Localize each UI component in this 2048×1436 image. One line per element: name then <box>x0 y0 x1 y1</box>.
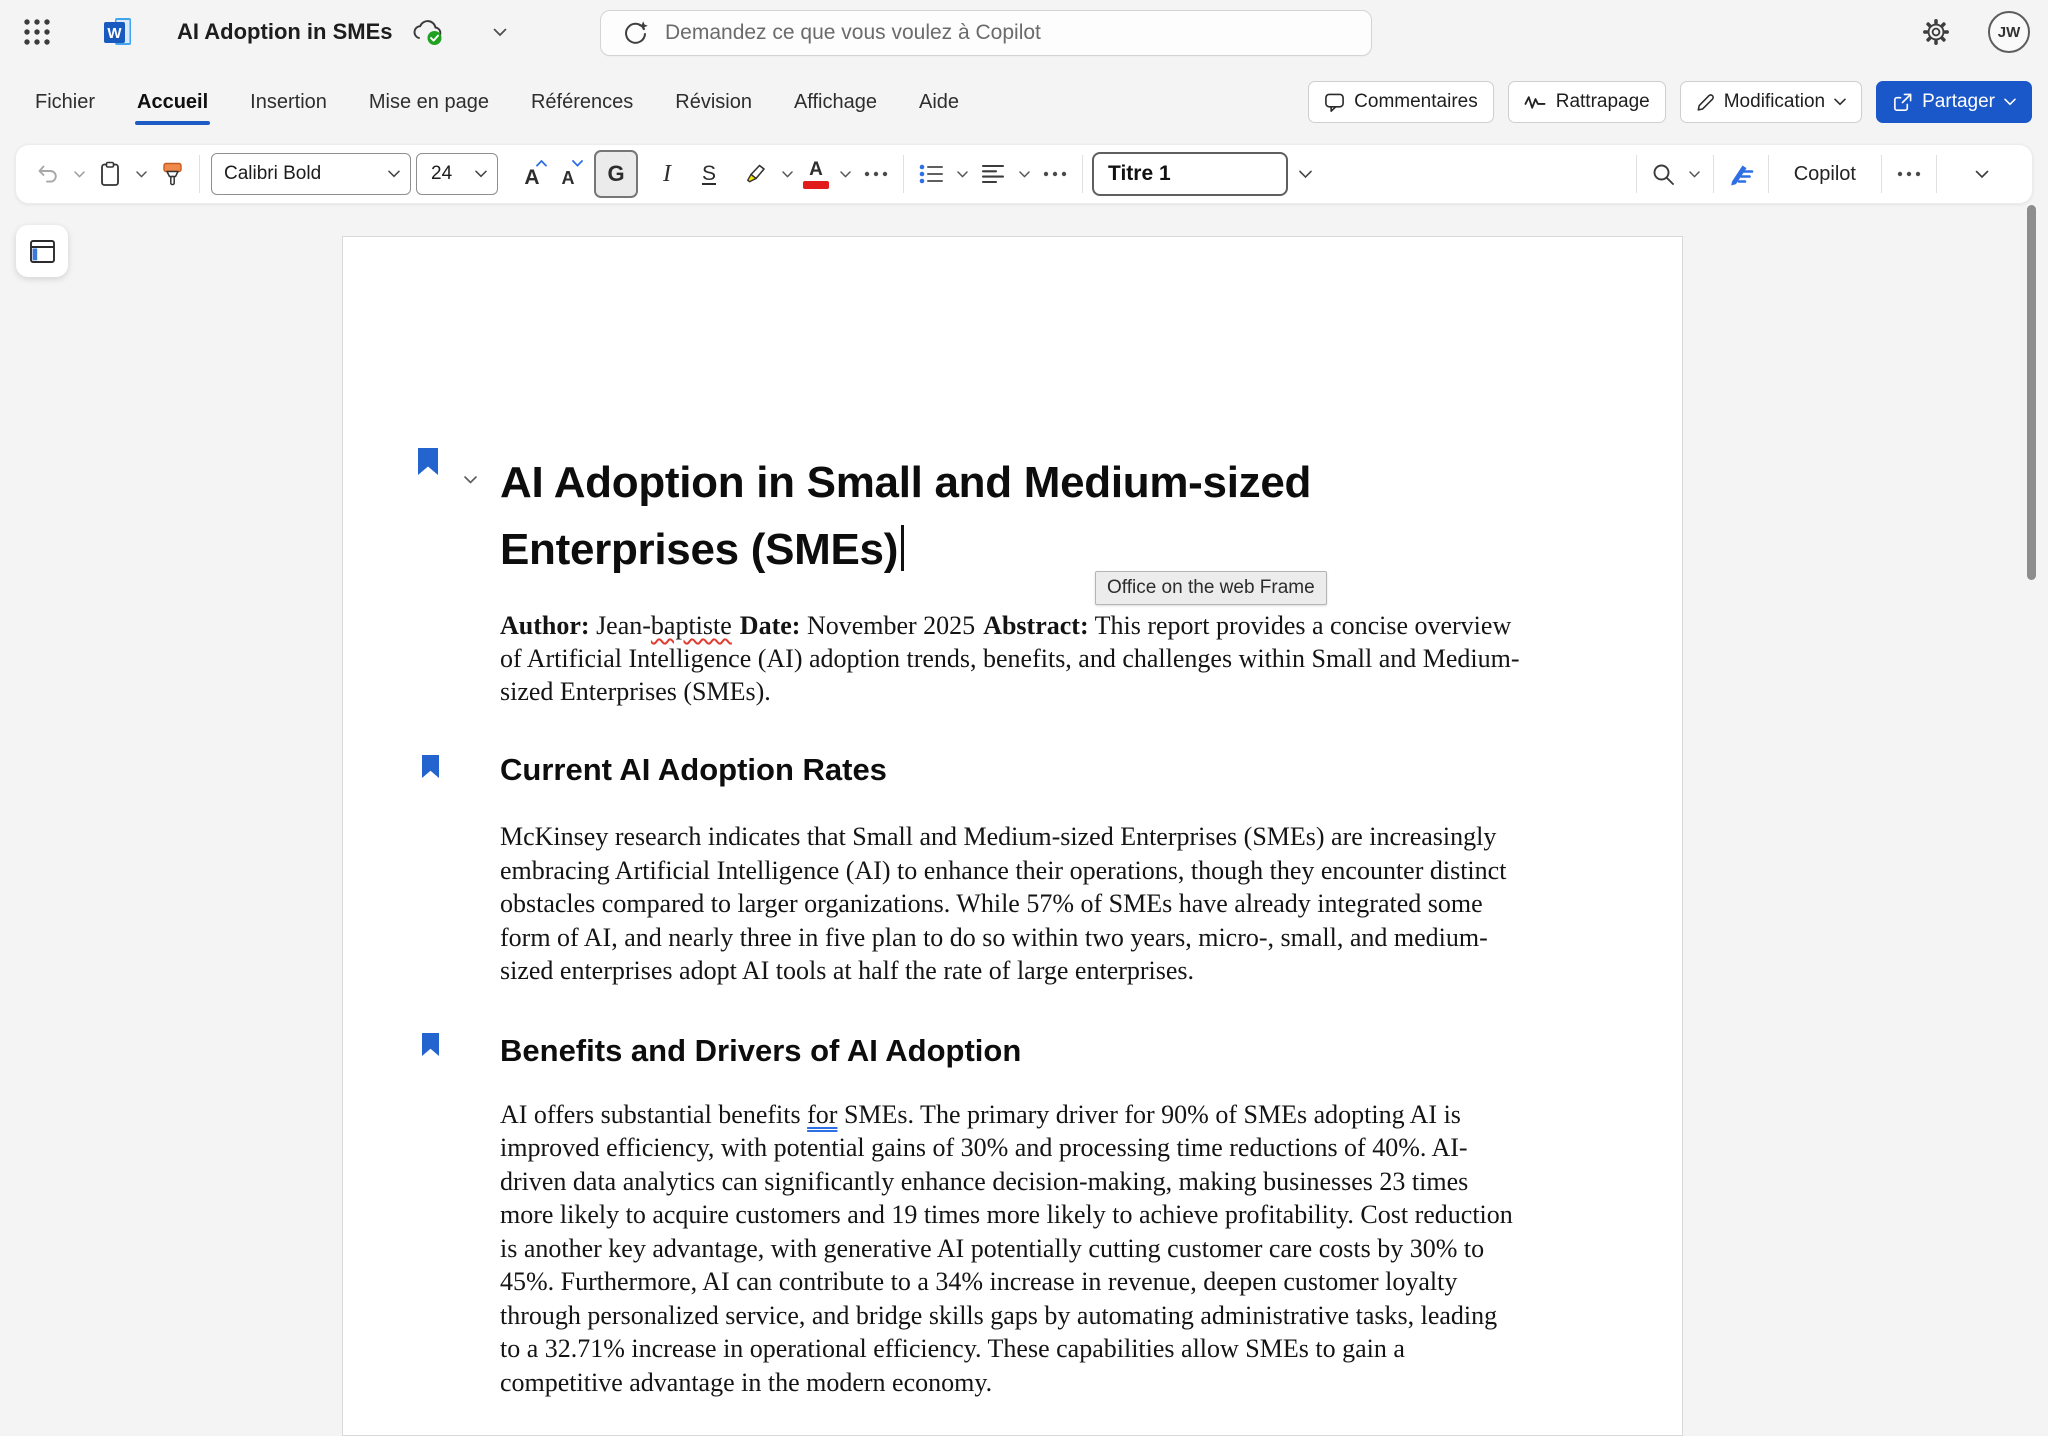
highlight-menu-chevron[interactable] <box>776 153 798 195</box>
menu-actions <box>1308 81 2032 123</box>
doc-paragraph[interactable] <box>500 1098 1521 1400</box>
divider <box>199 155 200 193</box>
app-header <box>0 0 2048 64</box>
italic-label: I <box>663 160 671 187</box>
style-select[interactable] <box>1092 152 1288 196</box>
ribbon-menu-bar <box>0 70 2048 134</box>
copilot-search-bar[interactable] <box>600 10 1372 56</box>
share-button[interactable] <box>1876 81 2032 123</box>
copilot-icon <box>621 19 649 47</box>
chevron-down-icon <box>388 170 400 178</box>
bullet-list-icon <box>918 162 945 186</box>
date-value: November 2025 <box>800 611 976 640</box>
collapse-ribbon-button[interactable] <box>1944 153 2020 195</box>
save-status-icon[interactable] <box>411 17 445 47</box>
find-menu-chevron[interactable] <box>1684 153 1706 195</box>
tab-accueil[interactable]: Accueil <box>116 74 229 130</box>
side-panel-icon <box>29 239 56 264</box>
tab-insertion[interactable]: Insertion <box>250 90 327 113</box>
format-painter-icon <box>160 161 185 187</box>
formatting-toolbar <box>15 144 2033 204</box>
author-label: Author: <box>500 611 590 640</box>
share-label: Partager <box>1922 91 1995 112</box>
editing-mode-label: Modification <box>1723 91 1826 112</box>
header-right <box>1914 0 2048 64</box>
comments-button[interactable] <box>1308 81 1494 123</box>
undo-menu-chevron[interactable] <box>68 153 90 195</box>
waffle-icon <box>22 17 52 47</box>
font-color-swatch <box>803 181 829 189</box>
chevron-down-icon <box>1975 170 1989 179</box>
cloud-saved-icon <box>411 17 445 47</box>
font-size-select[interactable] <box>416 153 498 195</box>
abstract-label: Abstract: <box>983 611 1089 640</box>
paste-button[interactable] <box>90 153 130 195</box>
catch-up-button[interactable] <box>1508 81 1666 123</box>
font-name-value: Calibri Bold <box>224 163 322 184</box>
style-menu-chevron[interactable] <box>1288 153 1322 195</box>
author-misspelled: baptiste <box>650 611 732 640</box>
vertical-scrollbar-thumb[interactable] <box>2027 205 2036 580</box>
chevron-down-icon <box>2004 98 2016 106</box>
format-painter-button[interactable] <box>152 153 192 195</box>
activity-wave-icon <box>1524 93 1547 111</box>
tab-mise-en-page[interactable]: Mise en page <box>368 90 489 113</box>
toolbar-overflow-button[interactable] <box>1889 153 1929 195</box>
italic-button[interactable] <box>646 153 688 195</box>
highlighter-icon <box>743 161 769 187</box>
word-app-icon[interactable] <box>101 15 135 49</box>
heading-bookmark-icon[interactable] <box>422 1033 439 1056</box>
svg-text:W: W <box>107 25 122 42</box>
date-label: Date: <box>739 611 801 640</box>
author-value: Jean- <box>589 611 651 640</box>
bold-button[interactable] <box>594 150 638 198</box>
clipboard-icon <box>98 161 122 187</box>
toolbar-right-cluster <box>1629 153 2020 195</box>
collapse-heading-chevron[interactable] <box>463 475 478 485</box>
align-button[interactable] <box>973 153 1013 195</box>
doc-title-text: AI Adoption in Small and Medium-sized Enterprises (SMEs) <box>500 458 1312 574</box>
bullet-list-menu-chevron[interactable] <box>951 153 973 195</box>
document-title-menu-chevron[interactable] <box>493 28 507 37</box>
heading-bookmark-icon[interactable] <box>418 448 438 475</box>
editor-button[interactable] <box>1721 153 1761 195</box>
divider <box>1082 155 1083 193</box>
tab-references[interactable]: Références <box>530 90 634 113</box>
ellipsis-icon <box>1042 171 1068 177</box>
paragraph-text: AI offers substantial benefits <box>500 1099 808 1129</box>
divider <box>1713 155 1714 193</box>
undo-icon <box>36 162 60 186</box>
tab-fichier[interactable]: Fichier <box>35 90 96 113</box>
grammar-flagged-word: for <box>807 1099 838 1129</box>
paragraph-text: SMEs. The primary driver for 90% of SMEs adopting AI is improved efficiency, with potential gains of 30% and processing time reductions of 40%. AI-driven data analytics can significantly enhance decision-making, making businesses 23 times more likely to acquire customers and 19 times more likely to achieve profitability. Cost reduction is another key advantage, with generative AI potentially cutting customer care costs by 30% to 45%. Furthermore, AI can contribute to a 34% increase in revenue, deepen customer loyalty through personalized service, and bridge skills gaps by automating administrative tasks, leading to a 32.71% increase in operational efficiency. These capabilities allow SMEs to gain a competitive advantage in the modern economy. <box>500 1099 1513 1397</box>
document-canvas[interactable] <box>342 236 1683 1436</box>
document-content[interactable] <box>500 449 1521 1399</box>
paste-menu-chevron[interactable] <box>130 153 152 195</box>
copilot-toolbar-button[interactable]: Copilot <box>1793 162 1856 185</box>
grow-font-button[interactable]: A <box>514 153 550 195</box>
underline-button[interactable] <box>688 153 730 195</box>
catch-up-label: Rattrapage <box>1555 91 1650 112</box>
chevron-down-icon <box>1834 98 1846 106</box>
document-title[interactable]: AI Adoption in SMEs <box>177 19 393 44</box>
gear-icon <box>1922 18 1950 46</box>
shrink-font-button[interactable]: A <box>550 153 586 195</box>
align-menu-chevron[interactable] <box>1013 153 1035 195</box>
chevron-down-icon <box>475 170 487 178</box>
doc-heading-2[interactable]: Benefits and Drivers of AI Adoption <box>500 1032 1022 1068</box>
font-color-menu-chevron[interactable] <box>834 153 856 195</box>
share-icon <box>1892 92 1913 113</box>
editing-mode-button[interactable] <box>1680 81 1862 123</box>
divider <box>1881 155 1882 193</box>
style-value: Titre 1 <box>1108 162 1171 185</box>
ellipsis-icon <box>1896 171 1922 177</box>
divider <box>1936 155 1937 193</box>
align-left-icon <box>980 162 1006 186</box>
ellipsis-icon <box>863 171 889 177</box>
editor-pen-icon <box>1727 161 1755 187</box>
abstract-value: This report provides a concise overview of Artificial Intelligence (AI) adoption trends, benefits, and challenges within Small and Medium-sized Enterprises (SMEs). <box>500 611 1520 706</box>
doc-paragraph[interactable]: McKinsey research indicates that Small and Medium-sized Enterprises (SMEs) are increasingly embracing Artificial Intelligence (AI) to enhance their operations, though they encounter distinct obstacles compared to larger organizations. While 57% of SMEs have already integrated some form of AI, and nearly three in five plan to do so within two years, micro-, small, and medium-sized enterprises adopt AI tools at half the rate of large enterprises. <box>500 822 1507 985</box>
pencil-icon <box>1696 93 1715 112</box>
font-color-button[interactable]: A <box>798 153 834 195</box>
caret-up-icon <box>536 160 547 167</box>
copilot-prompt-input[interactable] <box>649 20 1371 46</box>
font-name-select[interactable] <box>211 153 411 195</box>
more-paragraph-options-button[interactable] <box>1035 153 1075 195</box>
font-size-value: 24 <box>431 163 453 184</box>
text-cursor <box>901 525 904 571</box>
settings-button[interactable] <box>1914 10 1958 54</box>
comments-label: Commentaires <box>1354 91 1478 112</box>
caret-down-icon <box>572 160 583 167</box>
undo-button[interactable] <box>28 153 68 195</box>
navigation-pane-toggle[interactable] <box>16 225 68 277</box>
more-font-options-button[interactable] <box>856 153 896 195</box>
underline-label: S <box>701 162 716 185</box>
divider <box>1768 155 1769 193</box>
tab-affichage[interactable]: Affichage <box>793 90 877 113</box>
bullet-list-button[interactable] <box>911 153 951 195</box>
heading-bookmark-icon[interactable] <box>422 755 439 778</box>
divider <box>1636 155 1637 193</box>
search-icon <box>1651 162 1676 187</box>
account-avatar[interactable]: JW <box>1988 11 2030 53</box>
word-logo-icon <box>101 15 135 49</box>
frame-tooltip: Office on the web Frame <box>1095 571 1327 605</box>
find-button[interactable] <box>1644 153 1684 195</box>
tab-revision[interactable]: Révision <box>675 90 752 113</box>
comment-icon <box>1324 92 1345 113</box>
tab-aide[interactable]: Aide <box>918 90 960 113</box>
app-launcher-button[interactable] <box>15 10 59 54</box>
chevron-down-icon <box>493 28 507 37</box>
doc-heading-1[interactable] <box>500 449 1521 583</box>
highlight-button[interactable] <box>736 153 776 195</box>
doc-meta-paragraph[interactable] <box>500 609 1521 708</box>
divider <box>903 155 904 193</box>
bold-label: G <box>607 161 625 186</box>
doc-heading-2[interactable]: Current AI Adoption Rates <box>500 752 887 787</box>
ribbon-tabs <box>14 70 980 134</box>
